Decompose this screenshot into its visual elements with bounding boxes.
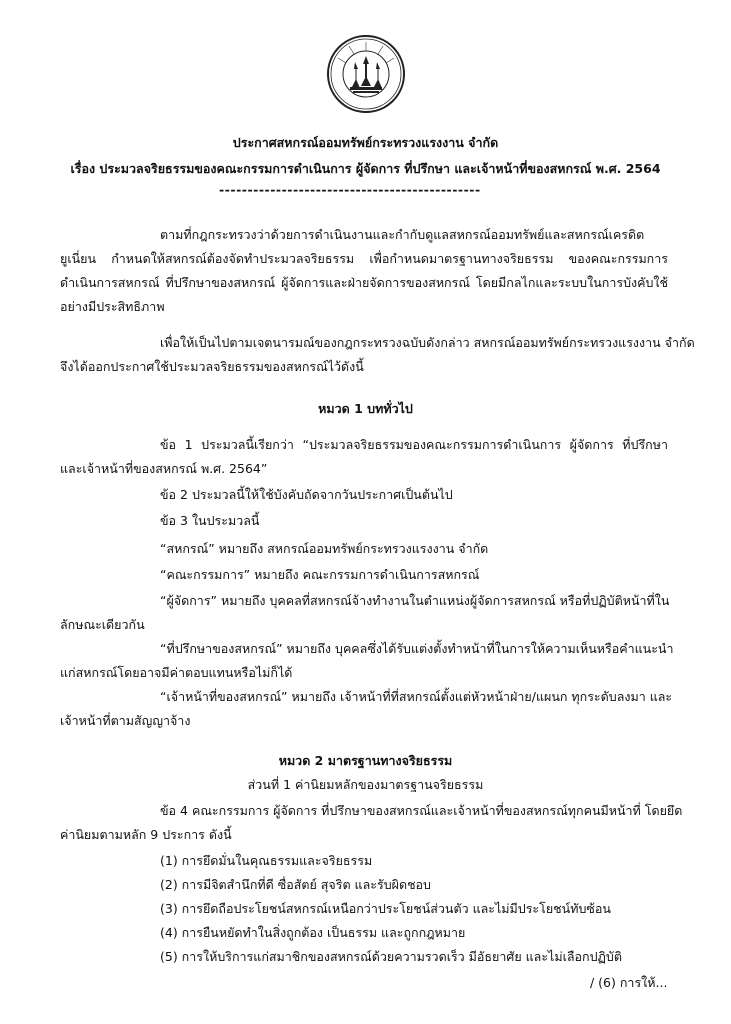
article4-line1: ข้อ 4 คณะกรรมการ ผู้จัดการ ที่ปรึกษาของสหกรณ์และเจ้าหน้าที่ของสหกรณ์ทุกคนมีหน้าที่ โดยยึด — [160, 803, 683, 818]
intro-p2-line1: เพื่อให้เป็นไปตามเจตนารมณ์ของกฎกระทรวงฉบับดังกล่าว สหกรณ์ออมทรัพย์กระทรวงแรงงาน จำกัด — [160, 335, 695, 350]
definition-staff-line2: เจ้าหน้าที่ตามสัญญาจ้าง — [60, 713, 191, 728]
value-item: (5) การให้บริการแก่สมาชิกของสหกรณ์ด้วยความรวดเร็ว มีอัธยาศัย และไม่เลือกปฏิบัติ — [160, 949, 622, 964]
definition-advisor-line2: แก่สหกรณ์โดยอาจมีค่าตอบแทนหรือไม่ก็ได้ — [60, 665, 293, 680]
intro-p1-line1: ตามที่กฎกระทรวงว่าด้วยการดำเนินงานและกำกับดูแลสหกรณ์ออมทรัพย์และสหกรณ์เครดิต — [160, 227, 645, 242]
intro-p1-line3: ดำเนินการสหกรณ์ ที่ปรึกษาของสหกรณ์ ผู้จัดการและฝ่ายจัดการของสหกรณ์ โดยมีกลไกและระบบในการบังคับใช้ — [60, 275, 668, 290]
cooperative-seal-icon — [326, 34, 406, 114]
intro-p1-line4: อย่างมีประสิทธิภาพ — [60, 299, 165, 314]
intro-p2-line2: จึงได้ออกประกาศใช้ประมวลจริยธรรมของสหกรณ์ไว้ดังนี้ — [60, 359, 364, 374]
article1-line1: ข้อ 1 ประมวลนี้เรียกว่า “ประมวลจริยธรรมของคณะกรรมการดำเนินการ ผู้จัดการ ที่ปรึกษา — [160, 437, 668, 452]
definition-board: “คณะกรรมการ” หมายถึง คณะกรรมการดำเนินการสหกรณ์ — [160, 567, 480, 582]
intro-p1-line2: ยูเนี่ยน กำหนดให้สหกรณ์ต้องจัดทำประมวลจริยธรรม เพื่อกำหนดมาตรฐานทางจริยธรรม ของคณะกรรมการ — [60, 251, 668, 266]
title-divider: ---------------------------------------------- — [219, 182, 481, 197]
definition-cooperative: “สหกรณ์” หมายถึง สหกรณ์ออมทรัพย์กระทรวงแรงงาน จำกัด — [160, 541, 489, 556]
chapter1-heading: หมวด 1 บททั่วไป — [318, 401, 413, 416]
chapter2-section1-heading: ส่วนที่ 1 ค่านิยมหลักของมาตรฐานจริยธรรม — [247, 777, 484, 792]
document-title: ประกาศสหกรณ์ออมทรัพย์กระทรวงแรงงาน จำกัด — [232, 135, 499, 150]
document-subject: เรื่อง ประมวลจริยธรรมของคณะกรรมการดำเนินการ ผู้จัดการ ที่ปรึกษา และเจ้าหน้าที่ของสหกรณ์ พ.ศ. 2564 — [70, 161, 661, 176]
article4-line2: ค่านิยมตามหลัก 9 ประการ ดังนี้ — [60, 827, 232, 842]
value-item: (3) การยึดถือประโยชน์สหกรณ์เหนือกว่าประโยชน์ส่วนตัว และไม่มีประโยชน์ทับซ้อน — [160, 901, 611, 916]
value-item: (4) การยืนหยัดทำในสิ่งถูกต้อง เป็นธรรม และถูกกฎหมาย — [160, 925, 466, 940]
definition-manager-line1: “ผู้จัดการ” หมายถึง บุคคลที่สหกรณ์จ้างทำงานในตำแหน่งผู้จัดการสหกรณ์ หรือที่ปฏิบัติหน้าที่ใน — [160, 593, 670, 608]
article3: ข้อ 3 ในประมวลนี้ — [160, 513, 260, 528]
definition-advisor-line1: “ที่ปรึกษาของสหกรณ์” หมายถึง บุคคลซึ่งได้รับแต่งตั้งทำหน้าที่ในการให้ความเห็นหรือคำแนะนำ — [160, 641, 674, 656]
definition-manager-line2: ลักษณะเดียวกัน — [60, 617, 145, 632]
page-continuation: / (6) การให้... — [590, 975, 668, 990]
article1-line2: และเจ้าหน้าที่ของสหกรณ์ พ.ศ. 2564” — [60, 461, 268, 476]
chapter2-heading: หมวด 2 มาตรฐานทางจริยธรรม — [278, 753, 453, 768]
article2: ข้อ 2 ประมวลนี้ให้ใช้บังคับถัดจากวันประกาศเป็นต้นไป — [160, 487, 453, 502]
value-item: (1) การยึดมั่นในคุณธรรมและจริยธรรม — [160, 853, 373, 868]
value-item: (2) การมีจิตสำนึกที่ดี ซื่อสัตย์ สุจริต และรับผิดชอบ — [160, 877, 431, 892]
definition-staff-line1: “เจ้าหน้าที่ของสหกรณ์” หมายถึง เจ้าหน้าที่ที่สหกรณ์ตั้งแต่หัวหน้าฝ่าย/แผนก ทุกระดับลงมา และ — [160, 689, 673, 704]
